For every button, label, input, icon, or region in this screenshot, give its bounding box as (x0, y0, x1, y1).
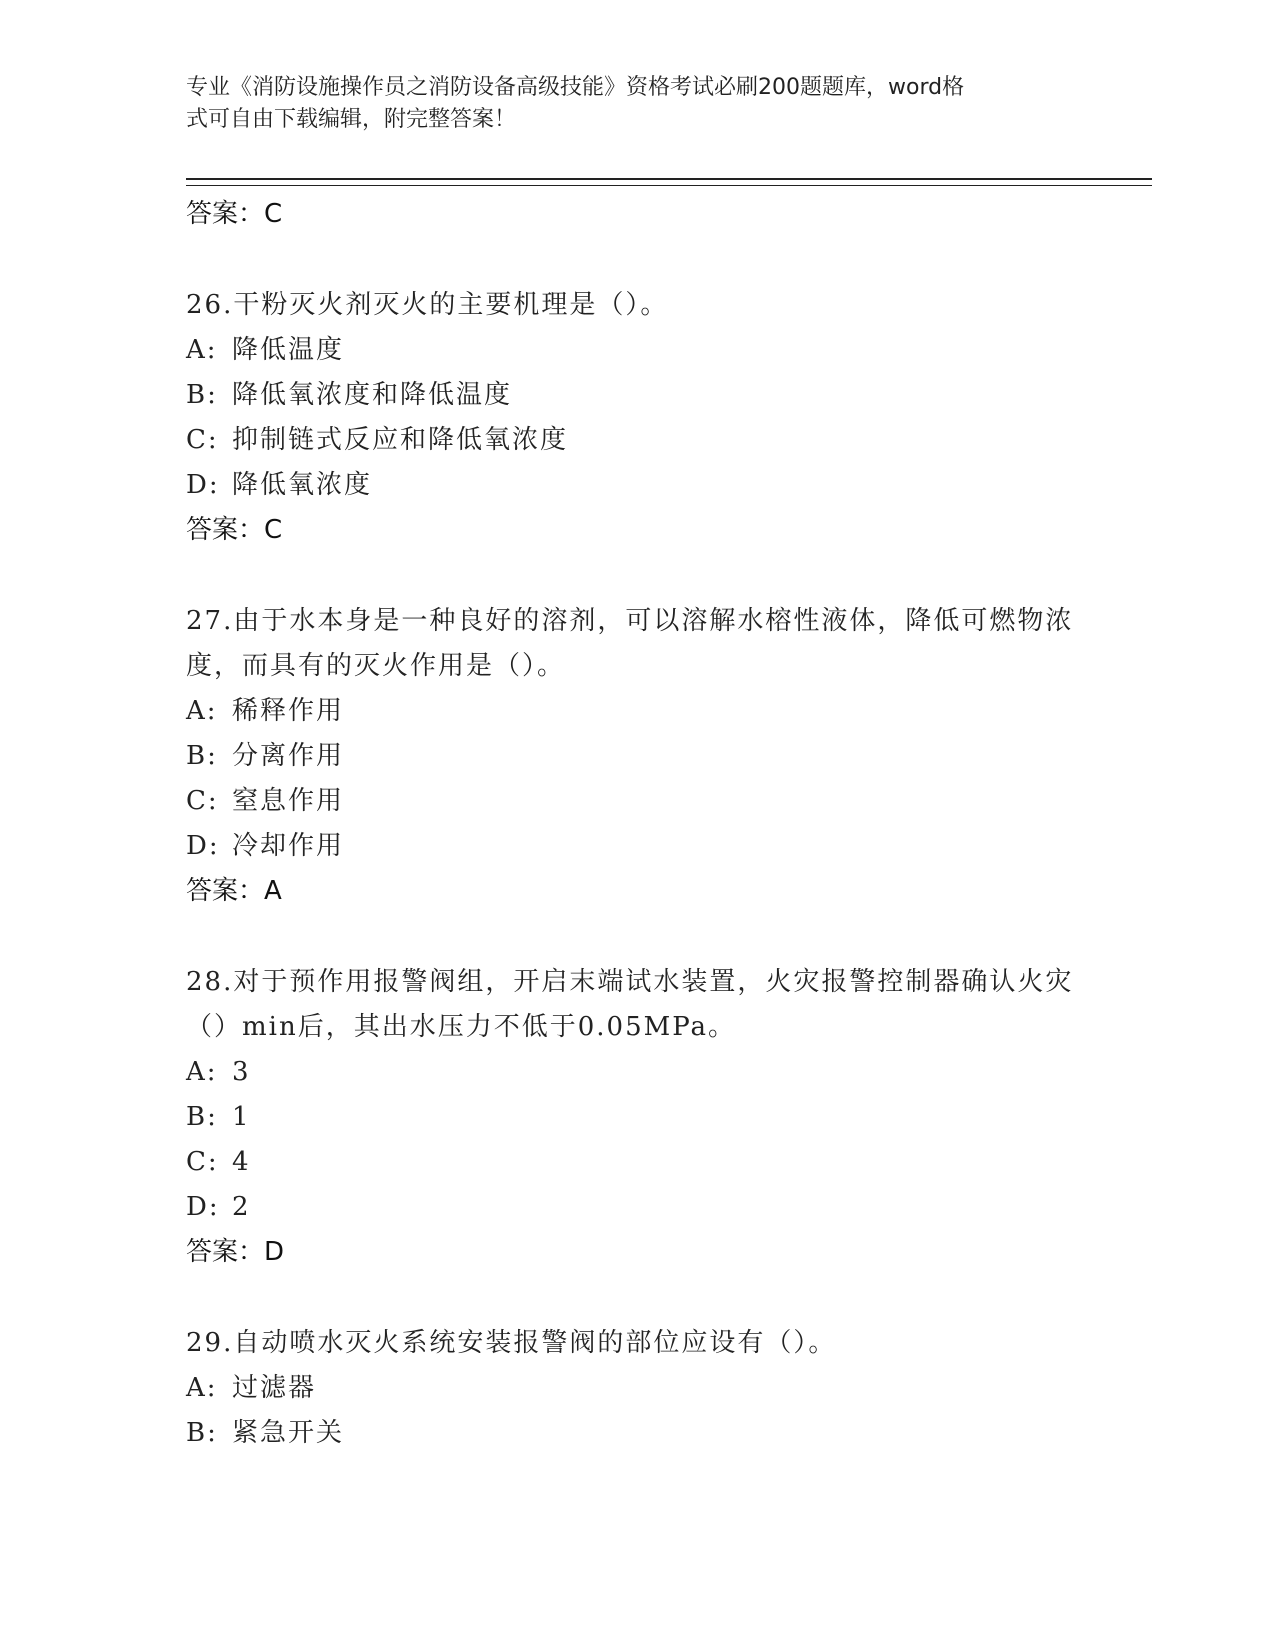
question-stem: 27.由于水本身是一种良好的溶剂，可以溶解水榕性液体，降低可燃物浓度，而具有的灭火作用是（）。 (186, 606, 1074, 681)
option-letter: B: (186, 1102, 218, 1132)
option-letter: D: (186, 831, 220, 861)
option-a (186, 689, 1146, 734)
option-a (186, 1050, 1146, 1095)
option-c (186, 418, 1146, 463)
option-d (186, 1185, 1146, 1230)
option-text: 冷却作用 (232, 831, 345, 861)
option-c (186, 1140, 1146, 1185)
option-text: 1 (232, 1102, 251, 1132)
option-b (186, 1411, 1146, 1456)
answer: 答案：A (186, 876, 282, 906)
option-text: 2 (232, 1192, 251, 1222)
option-letter: B: (186, 1418, 218, 1448)
question-27 (186, 599, 1146, 914)
option-text: 降低温度 (232, 335, 345, 365)
option-text: 分离作用 (232, 741, 345, 771)
option-letter: A: (186, 335, 218, 365)
question-stem: 29.自动喷水灭火系统安装报警阀的部位应设有（）。 (186, 1328, 837, 1358)
option-text: 3 (232, 1057, 251, 1087)
header-line-2: 式可自由下载编辑，附完整答案！ (186, 107, 517, 132)
option-c (186, 779, 1146, 824)
document-header (186, 72, 1066, 136)
option-text: 紧急开关 (232, 1418, 345, 1448)
option-text: 过滤器 (232, 1373, 317, 1403)
option-text: 降低氧浓度 (232, 470, 373, 500)
question-26 (186, 283, 1146, 553)
option-letter: B: (186, 741, 218, 771)
option-letter: A: (186, 1057, 218, 1087)
option-text: 4 (232, 1147, 251, 1177)
previous-answer: 答案：C (186, 199, 283, 229)
option-a (186, 328, 1146, 373)
question-29 (186, 1321, 1146, 1456)
option-text: 窒息作用 (232, 786, 345, 816)
option-letter: D: (186, 1192, 220, 1222)
option-b (186, 373, 1146, 418)
option-letter: C: (186, 425, 219, 455)
option-text: 降低氧浓度和降低温度 (232, 380, 513, 410)
answer: 答案：D (186, 1237, 285, 1267)
option-letter: B: (186, 380, 218, 410)
option-d (186, 463, 1146, 508)
option-letter: D: (186, 470, 220, 500)
option-b (186, 1095, 1146, 1140)
option-d (186, 824, 1146, 869)
option-b (186, 734, 1146, 779)
option-a (186, 1366, 1146, 1411)
header-line-1: 专业《消防设施操作员之消防设备高级技能》资格考试必刷200题题库，word格 (186, 75, 965, 100)
option-letter: A: (186, 1373, 218, 1403)
option-letter: A: (186, 696, 218, 726)
question-28 (186, 960, 1146, 1275)
option-text: 稀释作用 (232, 696, 345, 726)
option-text: 抑制链式反应和降低氧浓度 (232, 425, 569, 455)
option-letter: C: (186, 1147, 219, 1177)
question-list (186, 192, 1146, 1456)
question-stem: 26.干粉灭火剂灭火的主要机理是（）。 (186, 290, 669, 320)
option-letter: C: (186, 786, 219, 816)
question-stem: 28.对于预作用报警阀组，开启末端试水装置，火灾报警控制器确认火灾（）min后，其出水压力不低于0.05MPa。 (186, 967, 1074, 1042)
answer: 答案：C (186, 515, 283, 545)
header-divider (186, 178, 1152, 186)
